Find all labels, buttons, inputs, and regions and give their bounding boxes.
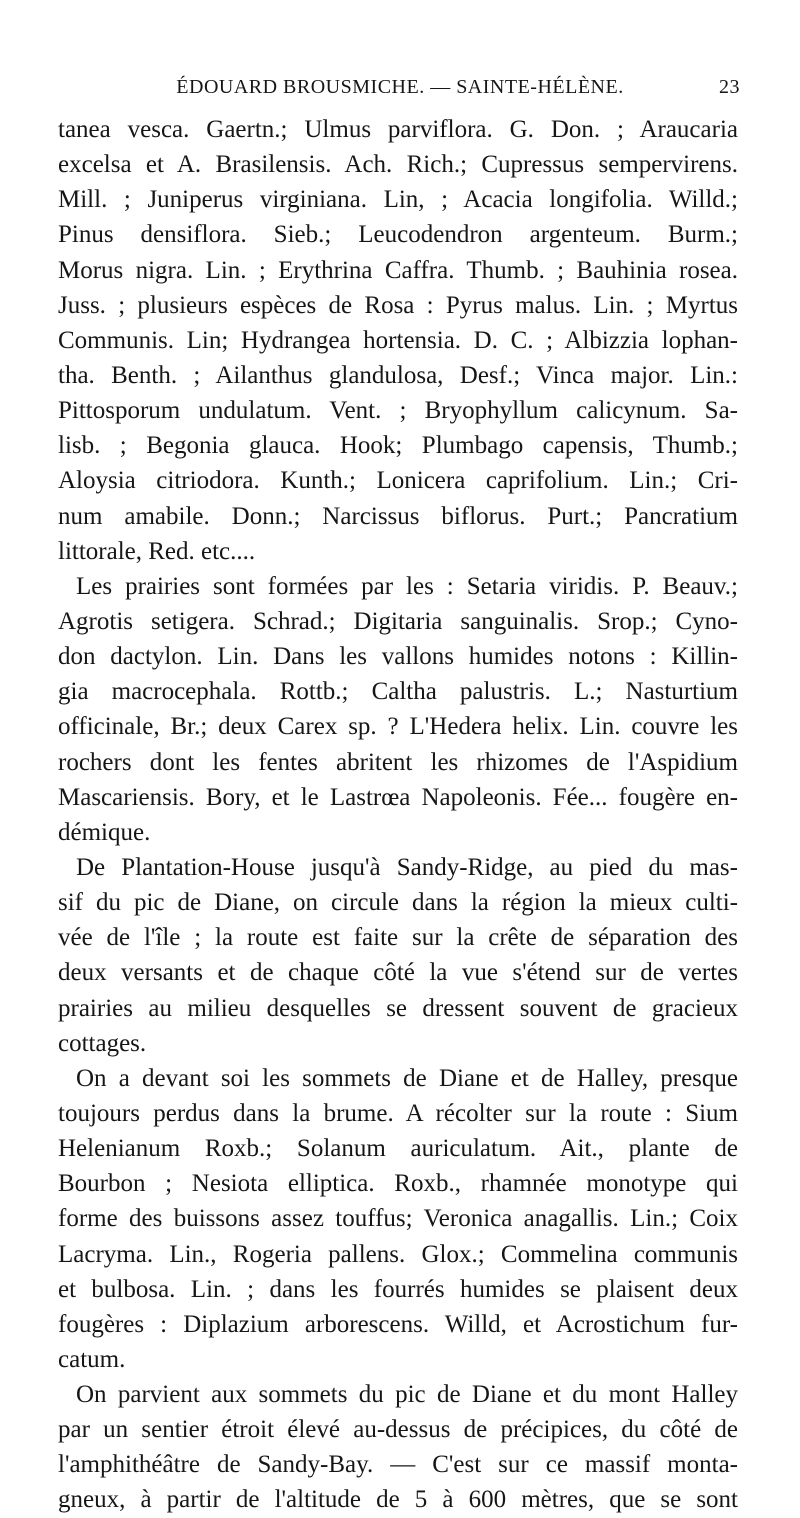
text-line: Communis. Lin; Hydrangea hortensia. D. C. ; Albizzia lophan- — [58, 326, 738, 354]
text-line: excelsa et A. Brasilensis. Ach. Rich.; Cupressus sempervirens. — [58, 151, 738, 179]
text-line: sif du pic de Diane, on circule dans la région la mieux culti- — [58, 889, 738, 917]
text-line: gia macrocephala. Rottb.; Caltha palustris. L.; Nasturtium — [58, 678, 738, 706]
text-line: fougères : Diplazium arborescens. Willd, et Acrostichum fur- — [58, 1310, 738, 1338]
text-line: par un sentier étroit élevé au-dessus de précipices, du côté de — [58, 1416, 738, 1444]
text-line: cottages. — [58, 1029, 147, 1057]
text-line: rochers dont les fentes abritent les rhizomes de l'Aspidium — [58, 748, 738, 776]
text-line: De Plantation-House jusqu'à Sandy-Ridge, au pied du mas- — [76, 853, 738, 881]
text-line: Pittosporum undulatum. Vent. ; Bryophyllum calicynum. Sa- — [58, 397, 738, 425]
text-line: Pinus densiflora. Sieb.; Leucodendron argenteum. Burm.; — [58, 221, 738, 249]
text-line: vée de l'île ; la route est faite sur la crête de séparation des — [58, 924, 738, 952]
text-line: Agrotis setigera. Schrad.; Digitaria sanguinalis. Srop.; Cyno- — [58, 607, 738, 635]
text-line: littorale, Red. etc.... — [58, 537, 256, 565]
text-line: officinale, Br.; deux Carex sp. ? L'Hedera helix. Lin. couvre les — [58, 713, 738, 741]
body-text — [58, 112, 738, 1518]
text-line: démique. — [58, 818, 151, 846]
text-line: don dactylon. Lin. Dans les vallons humides notons : Killin- — [58, 643, 738, 671]
text-line: toujours perdus dans la brume. A récolter sur la route : Sium — [58, 1099, 738, 1127]
text-line: et bulbosa. Lin. ; dans les fourrés humides se plaisent deux — [58, 1275, 738, 1303]
text-line: catum. — [58, 1345, 126, 1373]
text-line: Lacryma. Lin., Rogeria pallens. Glox.; Commelina communis — [58, 1240, 738, 1268]
text-line: gneux, à partir de l'altitude de 5 à 600 mètres, que se sont — [58, 1486, 738, 1514]
running-title: ÉDOUARD BROUSMICHE. — SAINTE-HÉLÈNE. — [176, 76, 624, 98]
text-line: Mascariensis. Bory, et le Lastrœa Napoleonis. Fée... fougère en- — [58, 783, 738, 811]
text-line: Bourbon ; Nesiota elliptica. Roxb., rhamnée monotype qui — [58, 1170, 738, 1198]
text-line: Les prairies sont formées par les : Setaria viridis. P. Beauv.; — [76, 572, 738, 600]
text-line: Aloysia citriodora. Kunth.; Lonicera caprifolium. Lin.; Cri- — [58, 467, 738, 495]
text-line: forme des buissons assez touffus; Veronica anagallis. Lin.; Coix — [58, 1205, 738, 1233]
text-line: l'amphithéâtre de Sandy-Bay. — C'est sur ce massif monta- — [58, 1451, 738, 1479]
text-line: Mill. ; Juniperus virginiana. Lin, ; Acacia longifolia. Willd.; — [58, 186, 738, 214]
text-line: On parvient aux sommets du pic de Diane et du mont Halley — [76, 1381, 738, 1409]
text-line: prairies au milieu desquelles se dressent souvent de gracieux — [58, 994, 738, 1022]
text-line: tanea vesca. Gaertn.; Ulmus parviflora. G. Don. ; Araucaria — [58, 116, 738, 143]
text-line: tha. Benth. ; Ailanthus glandulosa, Desf.; Vinca major. Lin.: — [58, 361, 738, 389]
text-line: lisb. ; Begonia glauca. Hook; Plumbago capensis, Thumb.; — [58, 432, 738, 460]
text-line: Helenianum Roxb.; Solanum auriculatum. Ait., plante de — [58, 1135, 738, 1163]
text-line: deux versants et de chaque côté la vue s'étend sur de vertes — [58, 959, 738, 987]
page-number: 23 — [719, 76, 740, 98]
text-line: Juss. ; plusieurs espèces de Rosa : Pyrus malus. Lin. ; Myrtus — [58, 291, 738, 319]
text-line: num amabile. Donn.; Narcissus biflorus. Purt.; Pancratium — [58, 502, 738, 530]
text-line: On a devant soi les sommets de Diane et de Halley, presque — [76, 1064, 738, 1092]
text-line: Morus nigra. Lin. ; Erythrina Caffra. Thumb. ; Bauhinia rosea. — [58, 256, 738, 284]
page-header — [60, 76, 740, 106]
